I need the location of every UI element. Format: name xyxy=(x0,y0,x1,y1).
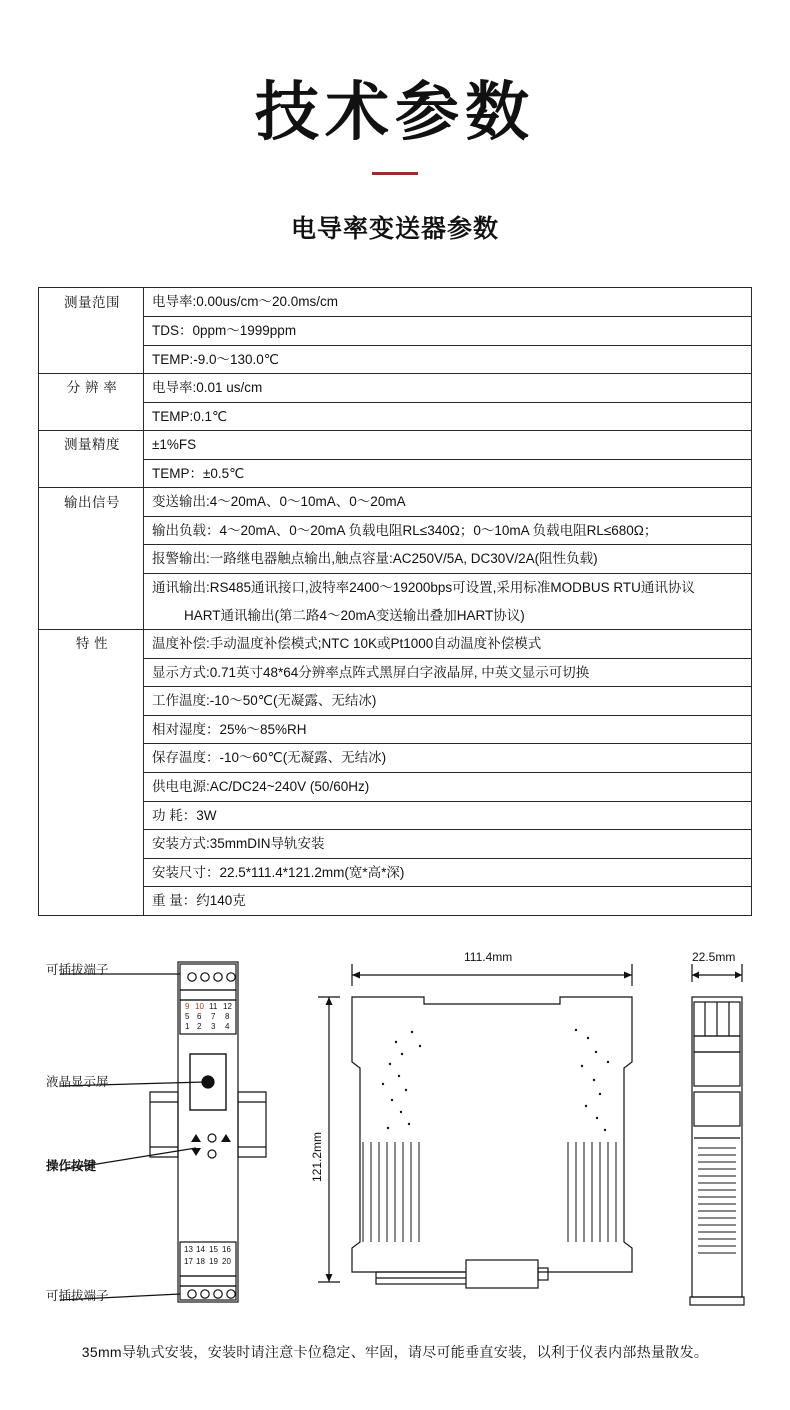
specification-table-wrapper xyxy=(38,287,752,915)
row-value: 安装尺寸：22.5*111.4*121.2mm(宽*高*深) xyxy=(144,858,752,887)
row-value: 电导率:0.00us/cm～20.0ms/cm xyxy=(144,288,752,317)
row-label: 分 辨 率 xyxy=(39,374,144,403)
dimension-height-label: 111.4mm xyxy=(464,949,513,964)
row-label-cont xyxy=(39,715,144,744)
table-row xyxy=(39,374,752,403)
page-title: 技术参数 xyxy=(255,76,535,150)
row-label: 输出信号 xyxy=(39,488,144,517)
row-value: 报警输出:一路继电器触点输出,触点容量:AC250V/5A, DC30V/2A(阻性负载) xyxy=(144,545,752,574)
row-value: 通讯输出:RS485通讯接口,波特率2400～19200bps可设置,采用标准MODBUS RTU通讯协议 xyxy=(144,574,752,602)
installation-note: 35mm导轨式安装，安装时请注意卡位稳定、牢固，请尽可能垂直安装，以利于仪表内部热量散发。 xyxy=(81,1344,709,1360)
svg-text:20: 20 xyxy=(222,1256,231,1266)
svg-text:8: 8 xyxy=(225,1011,230,1021)
callout-lcd: 液晶显示屏 xyxy=(46,1074,109,1089)
row-label-cont xyxy=(39,801,144,830)
table-row xyxy=(39,402,752,431)
down-arrow-key-icon xyxy=(191,1148,201,1156)
row-label-cont xyxy=(39,316,144,345)
up-arrow-key-icon xyxy=(191,1134,201,1142)
svg-text:1: 1 xyxy=(185,1021,190,1031)
row-label-cont xyxy=(39,602,144,630)
row-label-cont xyxy=(39,744,144,773)
title-divider xyxy=(372,172,418,175)
callout-keys: 操作按键 xyxy=(46,1158,97,1173)
row-value: TDS：0ppm～1999ppm xyxy=(144,316,752,345)
table-row xyxy=(39,516,752,545)
callout-terminal-bottom: 可插拔端子 xyxy=(46,1288,109,1303)
row-value: 温度补偿:手动温度补偿模式;NTC 10K或Pt1000自动温度补偿模式 xyxy=(144,630,752,659)
table-row xyxy=(39,574,752,602)
row-value: 电导率:0.01 us/cm xyxy=(144,374,752,403)
svg-text:16: 16 xyxy=(222,1244,231,1254)
svg-text:11: 11 xyxy=(209,1001,218,1011)
svg-text:10: 10 xyxy=(195,1001,204,1011)
dimension-depth-label: 121.2mm xyxy=(310,1131,324,1182)
terminal-number-group xyxy=(184,1002,232,1266)
table-row xyxy=(39,431,752,460)
row-value: 变送输出:4～20mA、0～10mA、0～20mA xyxy=(144,488,752,517)
table-row xyxy=(39,801,752,830)
svg-text:17: 17 xyxy=(184,1256,193,1266)
row-value: 显示方式:0.71英寸48*64分辨率点阵式黑屏白字液晶屏, 中英文显示可切换 xyxy=(144,658,752,687)
svg-text:19: 19 xyxy=(209,1256,218,1266)
row-label-cont xyxy=(39,574,144,602)
drawing-svg xyxy=(0,942,790,1342)
row-value: 功 耗：3W xyxy=(144,801,752,830)
row-value: 工作温度:-10～50℃(无凝露、无结冰) xyxy=(144,687,752,716)
callout-terminal-top: 可插拔端子 xyxy=(46,962,109,977)
row-label-cont xyxy=(39,687,144,716)
dimension-drawings xyxy=(0,942,790,1342)
row-label: 测量范围 xyxy=(39,288,144,317)
table-row xyxy=(39,887,752,916)
row-value: TEMP:-9.0～130.0℃ xyxy=(144,345,752,374)
svg-text:13: 13 xyxy=(184,1244,193,1254)
row-label-cont xyxy=(39,658,144,687)
row-value: ±1%FS xyxy=(144,431,752,460)
table-row xyxy=(39,488,752,517)
row-value: 供电电源:AC/DC24~240V (50/60Hz) xyxy=(144,772,752,801)
svg-text:3: 3 xyxy=(211,1021,216,1031)
row-label-cont xyxy=(39,858,144,887)
row-value: 重 量：约140克 xyxy=(144,887,752,916)
up-arrow-key-icon-2 xyxy=(221,1134,231,1142)
row-label: 测量精度 xyxy=(39,431,144,460)
table-row xyxy=(39,772,752,801)
svg-text:9: 9 xyxy=(185,1001,190,1011)
row-label-cont xyxy=(39,887,144,916)
table-row xyxy=(39,288,752,317)
row-value: 安装方式:35mmDIN导轨安装 xyxy=(144,830,752,859)
svg-text:4: 4 xyxy=(225,1021,230,1031)
table-row xyxy=(39,830,752,859)
row-value: 输出负载：4～20mA、0～20mA 负载电阻RL≤340Ω；0～10mA 负载电阻RL≤680Ω； xyxy=(144,516,752,545)
svg-text:2: 2 xyxy=(197,1021,202,1031)
table-row xyxy=(39,658,752,687)
table-row xyxy=(39,459,752,488)
row-value: 保存温度：-10～60℃(无凝露、无结冰) xyxy=(144,744,752,773)
table-row xyxy=(39,715,752,744)
circle-key-icon xyxy=(208,1134,216,1142)
row-label-cont xyxy=(39,345,144,374)
row-label-cont xyxy=(39,516,144,545)
svg-text:5: 5 xyxy=(185,1011,190,1021)
svg-text:6: 6 xyxy=(197,1011,202,1021)
keypad-icons xyxy=(191,1134,231,1158)
table-row xyxy=(39,345,752,374)
svg-text:12: 12 xyxy=(223,1001,232,1011)
table-row xyxy=(39,687,752,716)
svg-text:18: 18 xyxy=(196,1256,205,1266)
row-value: HART通讯输出(第二路4～20mA变送输出叠加HART协议) xyxy=(144,602,752,630)
table-row xyxy=(39,316,752,345)
table-row xyxy=(39,744,752,773)
table-row xyxy=(39,858,752,887)
row-label-cont xyxy=(39,459,144,488)
page-subtitle: 电导率变送器参数 xyxy=(290,215,499,244)
table-row xyxy=(39,630,752,659)
svg-text:15: 15 xyxy=(209,1244,218,1254)
row-value: TEMP：±0.5℃ xyxy=(144,459,752,488)
circle-key-icon-2 xyxy=(208,1150,216,1158)
row-label-cont xyxy=(39,772,144,801)
svg-text:7: 7 xyxy=(211,1011,216,1021)
table-row xyxy=(39,545,752,574)
row-label: 特 性 xyxy=(39,630,144,659)
row-label-cont xyxy=(39,402,144,431)
svg-text:14: 14 xyxy=(196,1244,205,1254)
row-label-cont xyxy=(39,545,144,574)
table-row xyxy=(39,602,752,630)
specification-table xyxy=(38,287,752,915)
row-label-cont xyxy=(39,830,144,859)
row-value: TEMP:0.1℃ xyxy=(144,402,752,431)
dimension-width-label: 22.5mm xyxy=(692,949,736,964)
row-value: 相对湿度：25%～85%RH xyxy=(144,715,752,744)
